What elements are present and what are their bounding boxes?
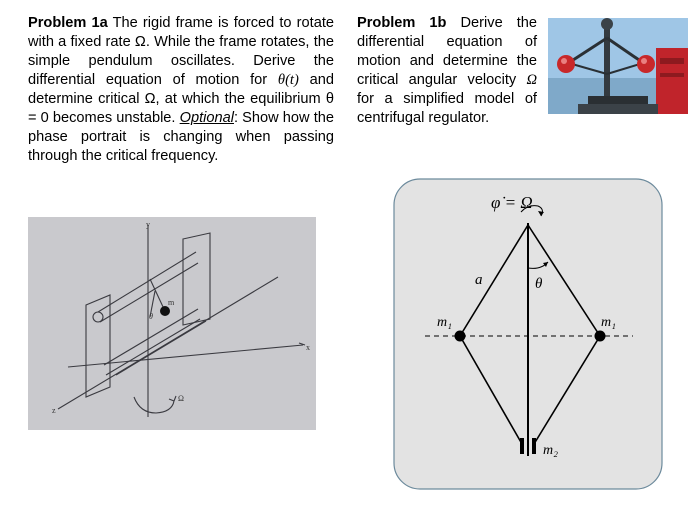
sketch-x-label: x <box>306 343 310 352</box>
optional-text: : Show how the phase portrait is changing when passing through the critical frequency. <box>28 110 334 164</box>
sketch-z-label: z <box>52 406 56 415</box>
problem-1b-body-2: for a simplified model of centrifugal regulator. <box>357 91 537 126</box>
problem-1b-body-1: Derive the differential equation of motion and determine the critical angular velocity <box>357 15 538 88</box>
right-mass <box>595 331 606 342</box>
sketch-y-label: y <box>146 220 150 229</box>
sketch-omega-label: Ω <box>178 394 184 403</box>
right-mass-label: m₁ <box>601 315 616 330</box>
problem-1b-omega: Ω <box>526 72 537 88</box>
problem-1a-body-2: and determine critical Ω, at which the equilibrium θ = 0 becomes unstable. <box>28 72 334 126</box>
problem-1b-text <box>357 14 537 128</box>
theta-angle-label: θ <box>535 276 543 292</box>
problem-1a-theta-t: θ(t) <box>277 72 299 88</box>
sketch-mass-label: m <box>168 298 175 307</box>
sketch-theta-label: θ <box>149 312 153 321</box>
rod-length-label: a <box>475 272 483 288</box>
phi-dot-equals-omega-label: φ̇ = Ω <box>491 193 533 212</box>
left-mass <box>455 331 466 342</box>
slider-mass-label: m₂ <box>543 443 558 458</box>
optional-label: Optional <box>179 110 234 126</box>
problem-1b-heading: Problem 1b <box>357 15 447 31</box>
problem-1a-heading: Problem 1a <box>28 15 108 31</box>
regulator-diagram <box>393 178 663 490</box>
problem-1a-text <box>28 14 334 166</box>
centrifugal-governor-photo <box>548 18 688 114</box>
problem-1a-body-1: The rigid frame is forced to rotate with a fixed rate Ω. While the frame rotates, the simple pendulum oscillates. Derive the differential equation of motion for <box>28 15 334 88</box>
left-mass-label: m₁ <box>437 315 452 330</box>
rotating-frame-sketch <box>28 217 316 430</box>
